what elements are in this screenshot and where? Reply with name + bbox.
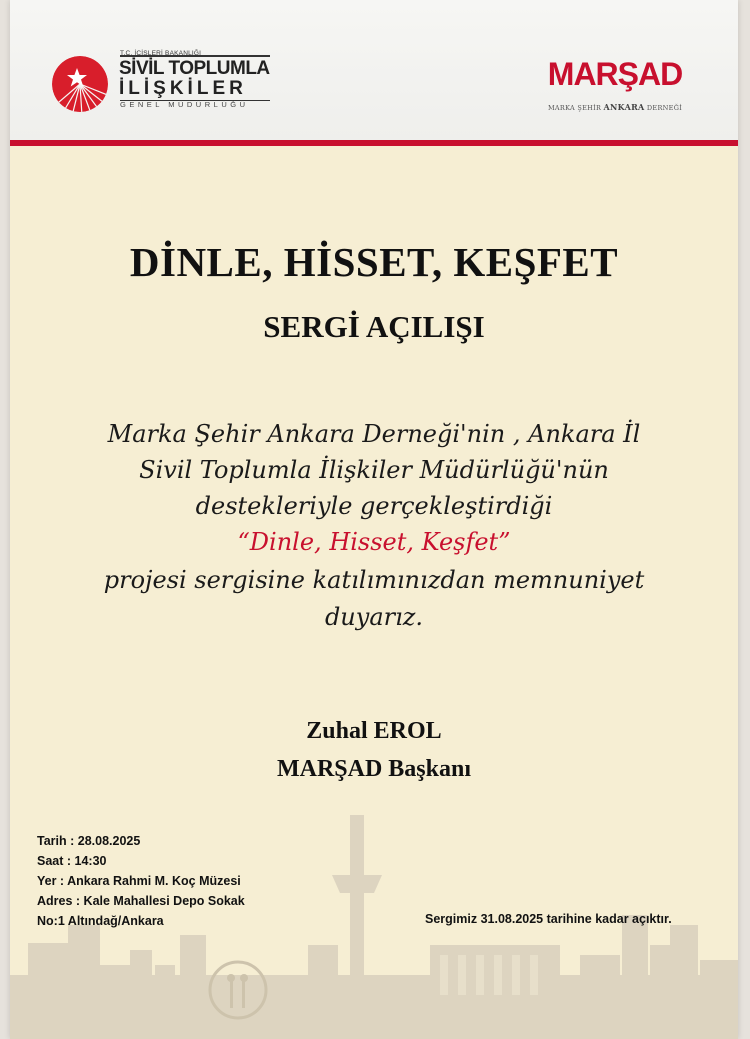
logo-line-1: SİVİL TOPLUMLA (119, 58, 270, 79)
tagline-post: DERNEĞİ (644, 104, 683, 112)
message-line-2: Sivil Toplumla İlişkiler Müdürlüğü'nün (139, 456, 609, 484)
logo-line-2: İLİŞKİLER (119, 78, 247, 99)
logo-line-3: GENEL MÜDÜRLÜĞÜ (120, 100, 249, 109)
marsad-tagline (540, 102, 690, 112)
header-red-rule (10, 140, 738, 146)
message-line-5: projesi sergisine katılımınızdan memnuniyet (103, 566, 645, 594)
page-subtitle: SERGİ AÇILIŞI (263, 309, 485, 344)
page-title: DİNLE, HİSSET, KEŞFET (129, 239, 619, 285)
event-date: Tarih : 28.08.2025 (37, 834, 141, 848)
tagline-pre: MARKA ŞEHİR (547, 104, 604, 112)
event-time: Saat : 14:30 (37, 854, 107, 868)
message-line-3: destekleriyle gerçekleştirdiği (195, 492, 553, 520)
message-line-6: duyarız. (324, 603, 424, 631)
signer-role: MARŞAD Başkanı (276, 756, 472, 782)
exhibition-note: Sergimiz 31.08.2025 tarihine kadar açıktır. (425, 912, 672, 926)
marsad-logo (540, 58, 690, 118)
event-address-1: Adres : Kale Mahallesi Depo Sokak (37, 894, 245, 908)
message-line-4: “Dinle, Hisset, Keşfet” (237, 528, 511, 556)
signer-name: Zuhal EROL (306, 718, 442, 744)
tagline-mid: ANKARA (603, 102, 645, 112)
event-address-2: No:1 Altındağ/Ankara (37, 914, 164, 928)
star-crescent-seal-icon (50, 54, 110, 114)
sivil-toplumla-logo (50, 50, 280, 120)
ministry-text: T.C. İÇİŞLERİ BAKANLIĞI (120, 50, 202, 57)
message-line-1: Marka Şehir Ankara Derneği'nin , Ankara İl (107, 420, 641, 448)
event-place: Yer : Ankara Rahmi M. Koç Müzesi (37, 874, 241, 888)
marsad-wordmark: MARŞAD (547, 56, 683, 92)
invitation-card (10, 0, 738, 1039)
